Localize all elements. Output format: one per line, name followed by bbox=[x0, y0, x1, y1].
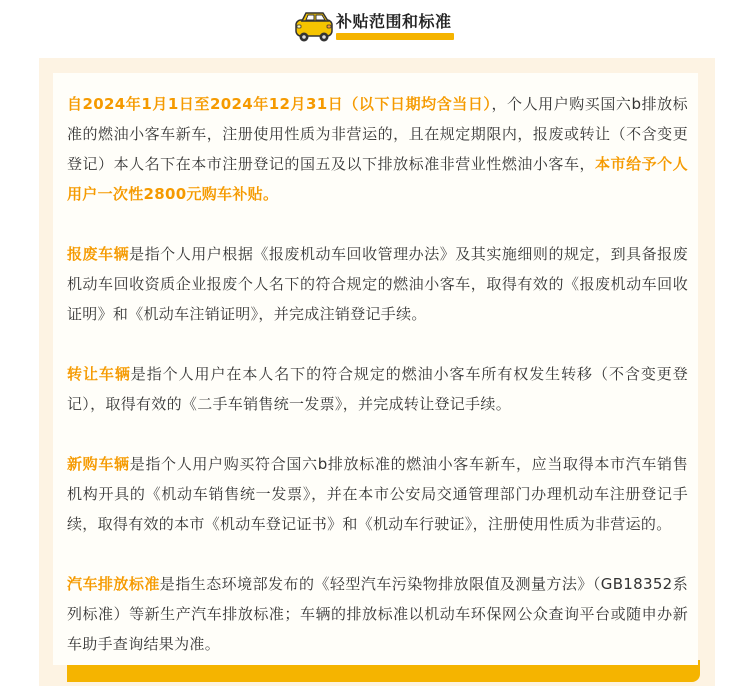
definition-emission-standard: 是指生态环境部发布的《轻型汽车污染物排放限值及测量方法》（GB18352系列标准）等新生产汽车排放标准；车辆的排放标准以机动车环保网公众查询平台或随申办新车助手查询结果为准。 bbox=[67, 575, 688, 653]
term-scrapped-vehicle: 报废车辆 bbox=[67, 245, 130, 263]
car-icon bbox=[293, 10, 335, 44]
paragraph-overview bbox=[67, 89, 688, 209]
paragraph-transferred-vehicle bbox=[67, 359, 688, 419]
period-highlight: 自2024年1月1日至2024年12月31日（以下日期均含当日） bbox=[67, 95, 492, 113]
term-new-vehicle: 新购车辆 bbox=[67, 455, 130, 473]
term-emission-standard: 汽车排放标准 bbox=[67, 575, 160, 593]
subsidy-highlight: 本市给予个人用户一次性2800元购车补贴。 bbox=[67, 155, 688, 203]
section-title: 补贴范围和标准 bbox=[336, 12, 452, 31]
content-card bbox=[53, 73, 698, 665]
section-header bbox=[0, 6, 742, 46]
paragraph-new-vehicle bbox=[67, 449, 688, 539]
overview-text: ，个人用户购买国六b排放标准的燃油小客车新车，注册使用性质为非营运的，且在规定期限内，报废或转让（不含变更登记）本人名下在本市注册登记的国五及以下排放标准非营业性燃油小客车， bbox=[67, 95, 688, 173]
paragraph-emission-standard bbox=[67, 569, 688, 659]
title-underline bbox=[336, 33, 454, 40]
definition-transferred-vehicle: 是指个人用户在本人名下的符合规定的燃油小客车所有权发生转移（不含变更登记），取得有效的《二手车销售统一发票》，并完成转让登记手续。 bbox=[67, 365, 688, 413]
paragraph-scrapped-vehicle bbox=[67, 239, 688, 329]
definition-scrapped-vehicle: 是指个人用户根据《报废机动车回收管理办法》及其实施细则的规定，到具备报废机动车回收资质企业报废个人名下的符合规定的燃油小客车，取得有效的《报废机动车回收证明》和《机动车注销证明》，并完成注销登记手续。 bbox=[67, 245, 688, 323]
term-transferred-vehicle: 转让车辆 bbox=[67, 365, 131, 383]
definition-new-vehicle: 是指个人用户购买符合国六b排放标准的燃油小客车新车，应当取得本市汽车销售机构开具的《机动车销售统一发票》，并在本市公安局交通管理部门办理机动车注册登记手续，取得有效的本市《机动车登记证书》和《机动车行驶证》，注册使用性质为非营运的。 bbox=[67, 455, 688, 533]
